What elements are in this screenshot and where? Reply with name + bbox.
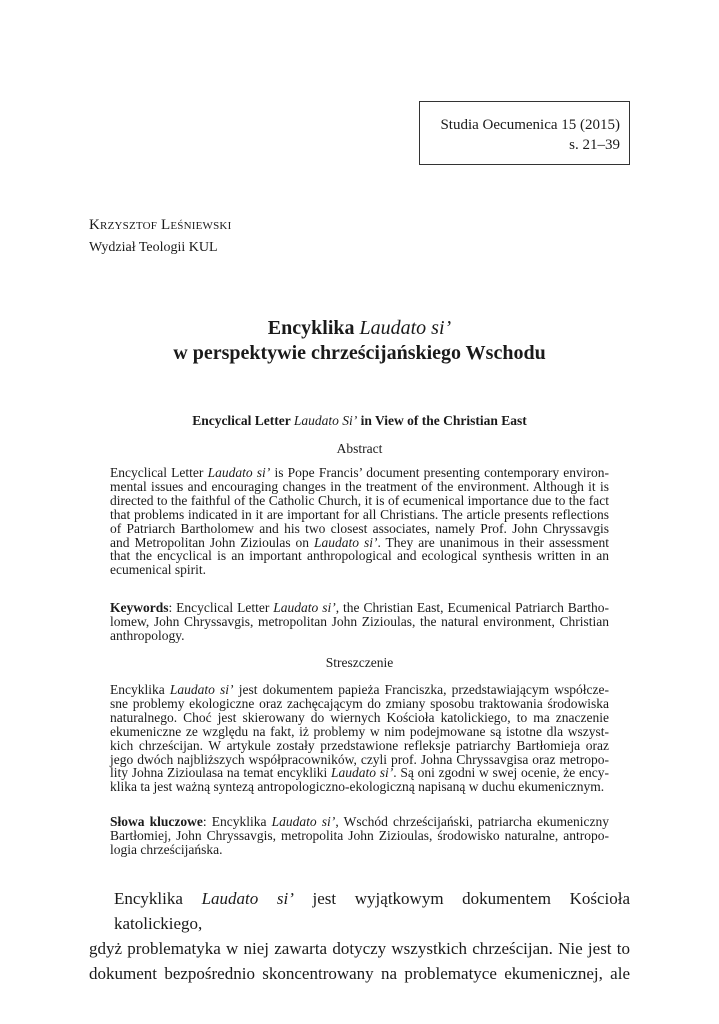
abstract-paragraph <box>110 466 609 577</box>
text-line: kich chrześcijan. W artykule zostały przedstawione refleksje patriarchy Bartłomieja oraz <box>110 737 609 753</box>
text-line: Bartłomiej, John Chryssavgis, metropolita John Zizioulas, środowisko naturalne, antropo- <box>110 827 609 843</box>
text-line: naturalnego. Choć jest skierowany do wiernych Kościoła katolickiego, to ma znaczenie <box>110 709 609 725</box>
article-title <box>0 316 719 366</box>
keywords-paragraph <box>110 601 609 643</box>
text-line: Encyclical Letter Laudato si’ is Pope Francis’ document presenting contemporary environ- <box>110 465 609 480</box>
text-line: gdyż problematyka w niej zawarta dotyczy wszystkich chrześcijan. Nie jest to <box>89 939 630 958</box>
text-line: Encyklika Laudato si’ jest wyjątkowym dokumentem Kościoła katolickiego, <box>114 889 630 933</box>
text-line: Keywords: Encyclical Letter Laudato si’, the Christian East, Ecumenical Patriarch Bartho- <box>110 600 609 615</box>
text-line: sne problemy ekologiczne oraz zachęcającym do zmiany sposobu traktowania środowiska <box>110 695 609 711</box>
text-line: that the encyclical is an important anthropological and ecological synthesis written in an <box>110 548 609 564</box>
journal-name: Studia Oecumenica 15 (2015) <box>440 117 620 133</box>
streszczenie-heading: Streszczenie <box>325 655 394 670</box>
text-line: ecumenical spirit. <box>110 562 206 578</box>
text-line: lomew, John Chryssavgis, metropolitan John Zizioulas, the natural environment, Christian <box>110 613 609 629</box>
text-line: lity Johna Zizioulasa na temat encykliki Laudato si’. Są oni zgodni w swej ocenie, że ency- <box>110 765 609 781</box>
slowa-kluczowe-paragraph <box>110 815 609 857</box>
text-line: mental issues and encouraging changes in the treatment of the environment. Although it is <box>110 478 609 494</box>
journal-pages: s. 21–39 <box>569 137 620 153</box>
text-line: that problems indicated in it are important for all Christians. The article presents reflections <box>110 506 609 522</box>
text-line: anthropology. <box>110 627 185 643</box>
abstract-heading: Abstract <box>336 441 383 456</box>
slowa-kluczowe-label: Słowa kluczowe <box>110 814 203 829</box>
text-line: dokument bezpośrednio skoncentrowany na problematyce ekumenicznej, ale <box>89 964 630 983</box>
body-paragraph <box>89 886 630 986</box>
text-line: klika ta jest ważną syntezą antropologiczno-ekologiczną napisaną w duchu ekumenicznym. <box>110 779 605 795</box>
text-line: directed to the faithful of the Catholic Church, it is of ecumenical importance due to the fact <box>110 492 609 508</box>
streszczenie-paragraph <box>110 683 609 794</box>
author-affiliation: Wydział Teologii KUL <box>89 240 218 255</box>
text-line: of Patriarch Bartholomew and his two closest associates, namely Prof. John Chryssavgis <box>110 520 609 536</box>
journal-info-box <box>419 101 630 165</box>
keywords-label: Keywords <box>110 600 169 615</box>
text-line: logia chrześcijańska. <box>110 841 223 857</box>
title-line-2: w perspektywie chrześcijańskiego Wschodu <box>173 342 546 364</box>
title-line-1: Encyklika Laudato si’ <box>267 317 452 339</box>
text-line: ekumeniczne ze względu na fakt, iż problemy w nim podejmowane są istotne dla wszyst- <box>110 723 609 739</box>
text-line: jego dwóch najbliższych współpracowników, czyli prof. Johna Chryssavgisa oraz metropo- <box>110 751 609 767</box>
text-line: and Metropolitan John Zizioulas on Laudato si’. They are unanimous in their assessment <box>110 534 609 550</box>
text-line: Słowa kluczowe: Encyklika Laudato si’, Wschód chrześcijański, patriarcha ekumeniczny <box>110 814 610 829</box>
english-title: Encyclical Letter Laudato Si’ in View of the Christian East <box>192 413 527 428</box>
text-line: Encyklika Laudato si’ jest dokumentem papieża Franciszka, przedstawiającym współcze- <box>110 682 609 697</box>
author-name: Krzysztof Leśniewski <box>89 217 232 233</box>
